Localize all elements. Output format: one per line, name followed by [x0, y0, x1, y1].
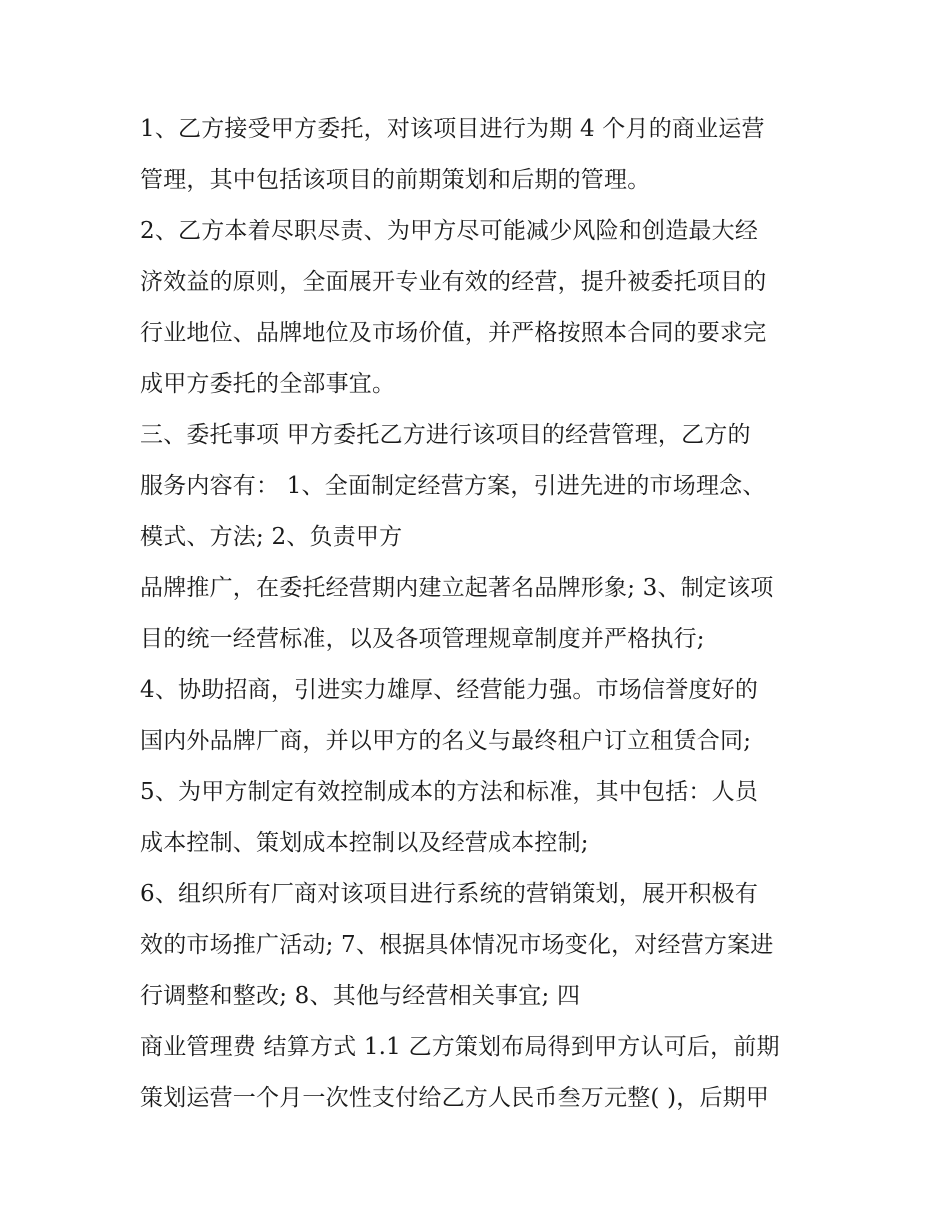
text-line: 品牌推广，在委托经营期内建立起著名品牌形象; 3、制定该项	[140, 575, 774, 601]
text-line: 行业地位、品牌地位及市场价值，并严格按照本合同的要求完	[140, 320, 767, 346]
text-line: 目的统一经营标准，以及各项管理规章制度并严格执行;	[140, 626, 705, 652]
text-line: 效的市场推广活动; 7、根据具体情况市场变化，对经营方案进	[140, 932, 774, 958]
text-line: 5、为甲方制定有效控制成本的方法和标准，其中包括：人员	[140, 779, 759, 805]
text-line: 模式、方法; 2、负责甲方	[140, 524, 403, 550]
text-line: 国内外品牌厂商，并以甲方的名义与最终租户订立租赁合同;	[140, 728, 752, 754]
text-line: 商业管理费 结算方式 1.1 乙方策划布局得到甲方认可后，前期	[140, 1034, 780, 1060]
text-line: 成本控制、策划成本控制以及经营成本控制;	[140, 830, 589, 856]
text-line: 成甲方委托的全部事宜。	[140, 371, 396, 397]
text-line: 2、乙方本着尽职尽责、为甲方尽可能减少风险和创造最大经	[140, 218, 759, 244]
text-line: 行调整和整改; 8、其他与经营相关事宜; 四	[140, 983, 581, 1009]
text-line: 6、组织所有厂商对该项目进行系统的营销策划，展开积极有	[140, 881, 759, 907]
text-line: 4、协助招商，引进实力雄厚、经营能力强。市场信誉度好的	[140, 677, 759, 703]
document-body	[140, 104, 830, 1124]
text-line: 1、乙方接受甲方委托，对该项目进行为期 4 个月的商业运营	[140, 116, 765, 142]
text-line: 三、委托事项 甲方委托乙方进行该项目的经营管理，乙方的	[140, 422, 751, 448]
text-line: 服务内容有： 1、全面制定经营方案，引进先进的市场理念、	[140, 473, 766, 499]
text-line: 管理，其中包括该项目的前期策划和后期的管理。	[140, 167, 651, 193]
text-line: 策划运营一个月一次性支付给乙方人民币叁万元整( )，后期甲	[140, 1085, 770, 1111]
text-line: 济效益的原则，全面展开专业有效的经营，提升被委托项目的	[140, 269, 767, 295]
